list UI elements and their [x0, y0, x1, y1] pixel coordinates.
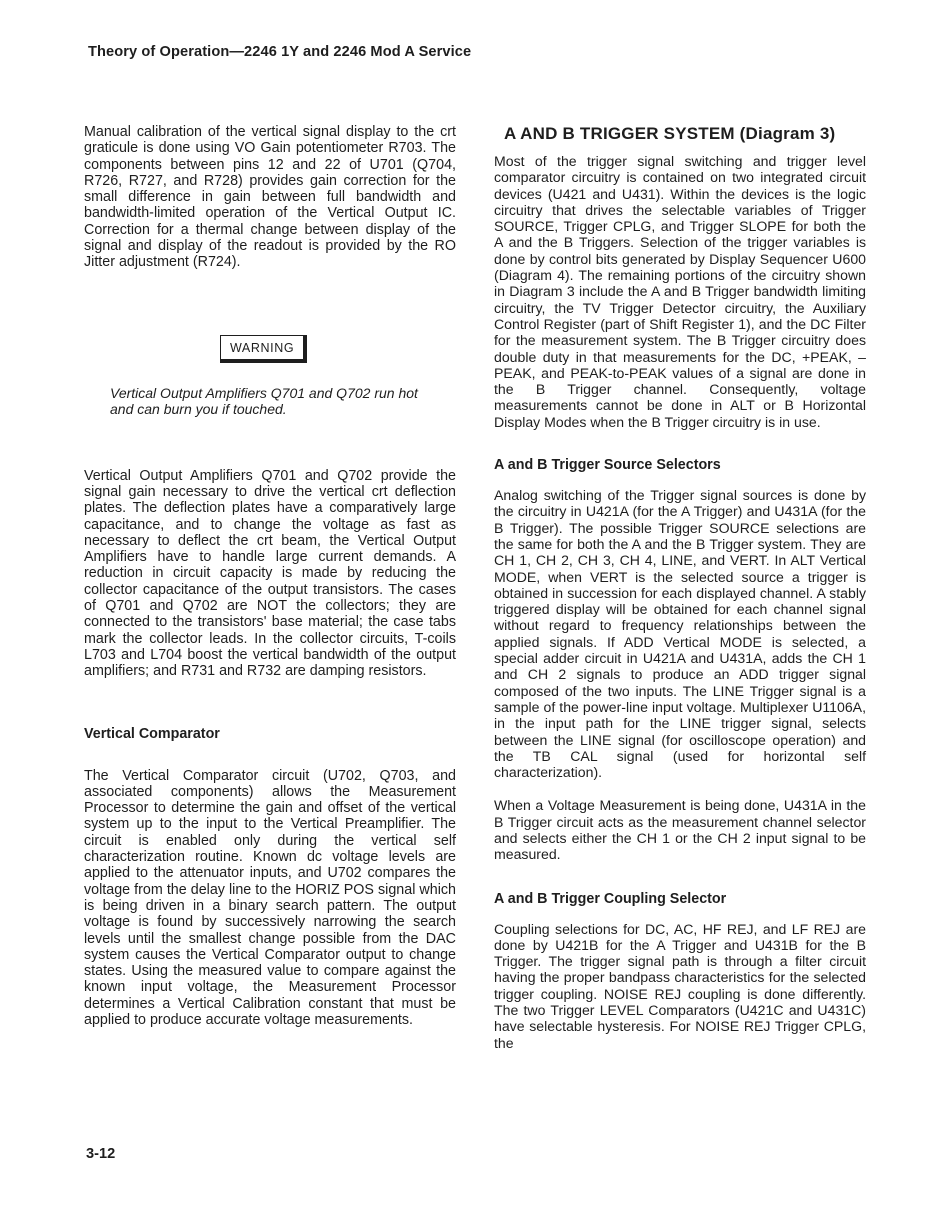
heading-source-selectors: A and B Trigger Source Selectors: [494, 457, 721, 474]
right-column: [494, 124, 866, 1051]
paragraph-vertical-comparator: The Vertical Comparator circuit (U702, Q703, and associated components) allows the Measurement Processor to determine the gain and offset of the vertical system up to the input to the Vertical Preamplifier. The circuit is enabled only during the vertical self characterization routine. Known dc voltage levels are applied to the attenuator inputs, and U702 compares the voltage from the delay line to the HORIZ POS signal which is being driven in a binary search pattern. The output voltage is found by successively narrowing the search levels until the smallest change possible from the DAC system causes the Vertical Comparator output to change states. Using the measured value to compare against the known input voltage, the Measurement Processor determines a Vertical Calibration constant that must be applied to produce accurate voltage measurements.: [84, 767, 456, 1028]
paragraph-source-selectors: Analog switching of the Trigger signal sources is done by the circuitry in U421A (for the A Trigger) and U431A (for the B Trigger). The possible Trigger SOURCE selections are the same for both the A and the B Trigger system. They are CH 1, CH 2, CH 3, CH 4, LINE, and VERT. In ALT Vertical MODE, when VERT is the selected source a trigger is obtained in succession for each displayed channel. A stably triggered display will be obtained for each channel signal without regard to frequency relationships between the applied signals. If ADD Vertical MODE is selected, a special adder circuit in U421A and U431A, adds the CH 1 and CH 2 signals to produce an ADD trigger signal composed of the two inputs. The LINE Trigger signal is a sample of the power-line input voltage. Multiplexer U1106A, in the input path for the LINE trigger signal, selects between the LINE signal (for oscilloscope operation) and the TB CAL signal (used for horizontal self characterization).: [494, 487, 866, 781]
paragraph-trigger-intro: Most of the trigger signal switching and trigger level comparator circuitry is contained on two integrated circuit devices (U421 and U431). Within the devices is the logic circuitry that drives the selectable variables of Trigger SOURCE, Trigger CPLG, and Trigger SLOPE for both the A and the B Triggers. Selection of the trigger variables is done by control bits generated by Display Sequencer U600 (Diagram 4). The remaining portions of the circuitry shown in Diagram 3 include the A and B Trigger bandwidth limiting circuitry, the TV Trigger Detector circuitry, the Auxiliary Control Register (part of Shift Register 1), and the DC Filter for the measurement system. The B Trigger circuitry does double duty in that measurements for the DC, +PEAK, –PEAK, and PEAK-to-PEAK values of a signal are done in the B Trigger channel. Consequently, voltage measurements cannot be done in ALT or B Horizontal Display Modes when the B Trigger circuitry is in use.: [494, 153, 866, 430]
warning-text: Vertical Output Amplifiers Q701 and Q702 run hot and can burn you if touched.: [110, 384, 418, 418]
running-header: Theory of Operation—2246 1Y and 2246 Mod A Service: [88, 44, 472, 60]
warning-label: WARNING: [220, 335, 307, 363]
paragraph-voltage-measurement: When a Voltage Measurement is being done, U431A in the B Trigger circuit acts as the measurement channel selector and selects either the CH 1 or the CH 2 input signal to be measured.: [494, 797, 866, 863]
paragraph-coupling-selector: Coupling selections for DC, AC, HF REJ, and LF REJ are done by U421B for the A Trigger and U431B for the B Trigger. The trigger signal path is through a filter circuit having the proper bandpass characteristics for the selected trigger coupling. NOISE REJ coupling is done differently. The two Trigger LEVEL Comparators (U421C and U431C) have selectable hysteresis. For NOISE REJ Trigger CPLG, the: [494, 920, 866, 1051]
warning-block: [220, 335, 456, 369]
paragraph-output-amplifiers: Vertical Output Amplifiers Q701 and Q702 provide the signal gain necessary to drive the vertical crt deflection plates. The deflection plates have a comparatively large capacitance, and to change the voltage as fast as necessary to deflect the crt beam, the Vertical Output Amplifiers have to handle large current demands. A reduction in circuit capacity is made by reducing the collector capacitance of the output transistors. The cases of Q701 and Q702 are NOT the collectors; they are connected to the transistors' base material; the case tabs mark the collector leads. In the collector circuits, T-coils L703 and L704 boost the vertical bandwidth of the output amplifiers; and R731 and R732 are damping resistors.: [84, 467, 456, 680]
page-number: 3-12: [86, 1146, 116, 1162]
left-column: [84, 124, 456, 1028]
heading-coupling-selector: A and B Trigger Coupling Selector: [494, 890, 727, 907]
paragraph-calibration: Manual calibration of the vertical signal display to the crt graticule is done using VO Gain potentiometer R703. The components between pins 12 and 22 of U701 (Q704, R726, R727, and R728) provides gain correction for the small difference in gain between full bandwidth and bandwidth-limited operation of the Vertical Output IC. Correction for a thermal change between display of the signal and display of the readout is provided by the RO Jitter adjustment (R724).: [84, 124, 456, 271]
heading-vertical-comparator: Vertical Comparator: [84, 725, 220, 742]
heading-trigger-system: A AND B TRIGGER SYSTEM (Diagram 3): [504, 124, 836, 143]
